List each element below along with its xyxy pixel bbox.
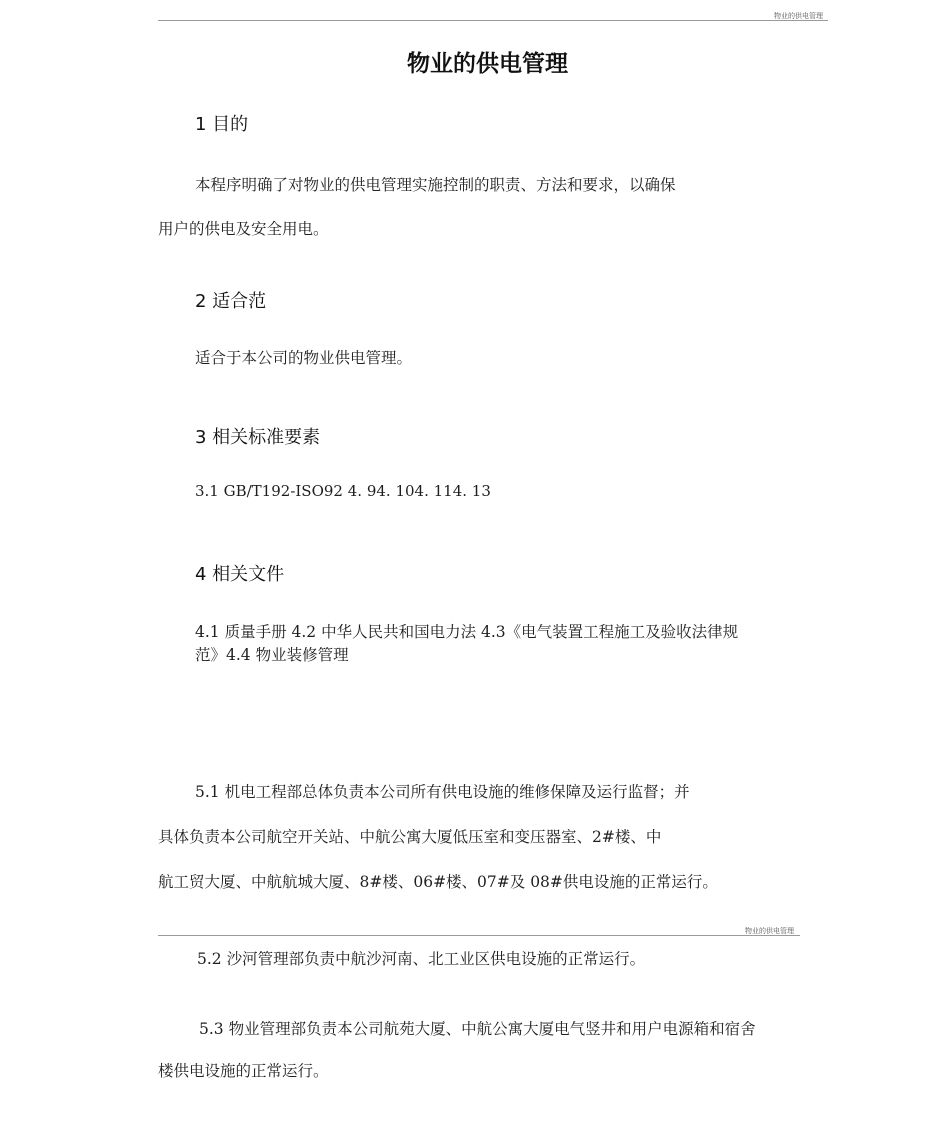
section-text-scope: 适合于本公司的物业供电管理。 [195, 349, 413, 367]
responsibility-5-2: 5.2 沙河管理部负责中航沙河南、北工业区供电设施的正常运行。 [197, 950, 646, 968]
section-text-related-docs-line-2: 范》4.4 物业装修管理 [195, 646, 349, 664]
running-footer: 物业的供电管理 [745, 927, 794, 935]
section-text-purpose-line-1: 本程序明确了对物业的供电管理实施控制的职责、方法和要求，以确保 [195, 176, 676, 194]
responsibility-5-3-line-2: 楼供电设施的正常运行。 [158, 1062, 329, 1080]
responsibility-5-1-line-2: 具体负责本公司航空开关站、中航公寓大厦低压室和变压器室、2#楼、中 [158, 828, 662, 846]
section-text-standards: 3.1 GB/T192-ISO92 4. 94. 104. 114. 13 [195, 482, 491, 500]
page-break-rule [158, 935, 800, 936]
section-heading-scope: 2 适合范 [195, 291, 267, 312]
running-header: 物业的供电管理 [774, 12, 823, 20]
header-rule [158, 20, 828, 21]
section-text-purpose-line-2: 用户的供电及安全用电。 [158, 220, 329, 238]
responsibility-5-3-line-1: 5.3 物业管理部负责本公司航苑大厦、中航公寓大厦电气竖井和用户电源箱和宿舍 [199, 1020, 756, 1038]
section-text-related-docs-line-1: 4.1 质量手册 4.2 中华人民共和国电力法 4.3《电气装置工程施工及验收法律规 [195, 623, 739, 641]
responsibility-5-1-line-1: 5.1 机电工程部总体负责本公司所有供电设施的维修保障及运行监督；并 [195, 783, 690, 801]
responsibility-5-1-line-3: 航工贸大厦、中航航城大厦、8#楼、06#楼、07#及 08#供电设施的正常运行。 [158, 873, 718, 891]
section-heading-purpose: 1 目的 [195, 114, 249, 135]
page-title: 物业的供电管理 [407, 51, 568, 77]
section-heading-standards: 3 相关标准要素 [195, 427, 321, 448]
section-heading-related-docs: 4 相关文件 [195, 564, 285, 585]
